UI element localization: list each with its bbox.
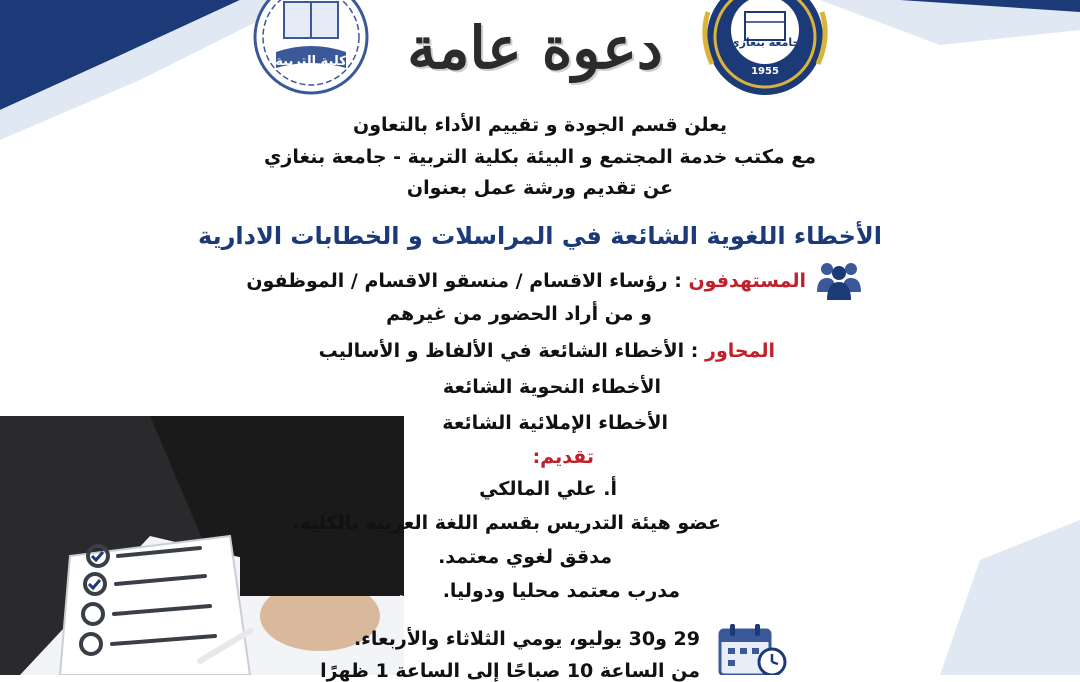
intro-line-3: عن تقديم ورشة عمل بعنوان [406,177,674,199]
target-text: : رؤساء الاقسام / منسقو الاقسام / الموظفون [246,270,682,292]
checklist-photo [0,416,404,675]
people-group-icon [815,258,863,300]
presenter-role-1: عضو هيئة التدريس بقسم اللغة العربية بالكلية. [292,512,721,534]
college-of-education-logo [236,0,386,100]
schedule-dates: 29 و30 يوليو، يومي الثلاثاء والأربعاء. [353,628,700,650]
right-logo-text: جامعة بنغازي [729,36,801,49]
presenter-role-2: مدقق لغوي معتمد. [438,546,612,568]
presenter-role-3: مدرب معتمد محليا ودوليا. [442,580,680,602]
presenter-name: أ. علي المالكي [479,478,617,500]
target-text-2: و من أراد الحضور من غيرهم [386,303,652,325]
intro-line-2: مع مكتب خدمة المجتمع و البيئة بكلية التربية - جامعة بنغازي [263,146,816,168]
axes-item-2: الأخطاء النحوية الشائعة [442,376,661,398]
invitation-title: دعوة عامة [407,14,663,82]
axes-item-3: الأخطاء الإملائية الشائعة [442,412,668,434]
target-label: المستهدفون [688,270,806,292]
intro-line-1: يعلن قسم الجودة و تقييم الأداء بالتعاون [352,114,727,136]
presenter-label: تقديم: [532,446,594,468]
target-audience-row [246,270,806,292]
workshop-title: الأخطاء اللغوية الشائعة في المراسلات و الخطابات الادارية [198,222,882,250]
schedule-time: من الساعة 10 صباحًا إلى الساعة 1 ظهرًا [320,660,700,682]
university-of-benghazi-logo [690,0,840,100]
axes-row [319,340,775,362]
left-logo-text: كلية التربية [275,54,347,69]
axes-item-1: : الأخطاء الشائعة في الألفاظ و الأساليب [318,340,699,362]
calendar-clock-icon [718,622,788,675]
right-logo-year: 1955 [751,66,779,77]
axes-label: المحاور [705,340,775,362]
